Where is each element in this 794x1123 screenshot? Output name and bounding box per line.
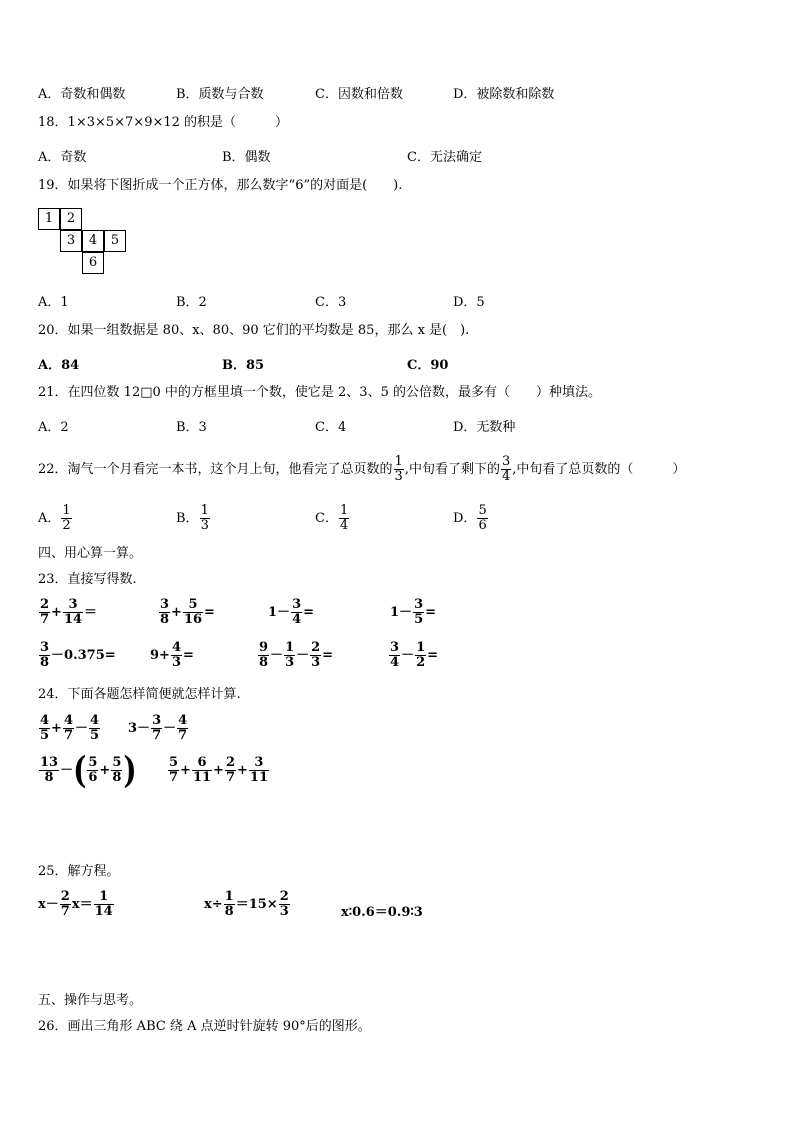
q21-option-c: C．4 [315, 420, 347, 435]
q22-option-c: C． $\frac{1}{4}$ [315, 503, 349, 533]
q20-option-b: B．85 [222, 358, 265, 373]
q17-option-a: A．奇数和偶数 [38, 87, 126, 102]
q18-text: 18．1×3×5×7×9×12 的积是（ ） [38, 115, 289, 130]
q20-option-c: C．90 [407, 358, 449, 373]
q22-option-d: D． $\frac{5}{6}$ [453, 503, 487, 533]
q17-option-d: D．被除数和除数 [453, 87, 555, 102]
q22-text: 22．淘气一个月看完一本书，这个月上旬，他看完了总页数的 $\frac{1}{3}$ ,中旬看了剩下的 $\frac{3}{4}$ ,中旬看了总页数的（ ） [38, 454, 686, 484]
q19-option-b: B．2 [176, 295, 207, 310]
q19-option-a: A．1 [38, 295, 69, 310]
q22-fraction-2: $\frac{3}{4}$ [501, 454, 511, 484]
net-cell-4: 4 [82, 230, 104, 252]
q23-title: 23．直接写得数. [38, 572, 137, 587]
q17-option-c: C．因数和倍数 [315, 87, 403, 102]
q23-expr-6: 9+ $\frac{4}{3}$ = [150, 640, 194, 670]
q24-expr-1: $\frac{4}{5}$ + $\frac{4}{7}$ － $\frac{4}{5}$ [40, 713, 100, 743]
q22-option-a: A． $\frac{1}{2}$ [38, 503, 71, 533]
net-cell-3: 3 [60, 230, 82, 252]
q18-option-b: B．偶数 [222, 150, 271, 165]
q21-text: 21．在四位数 12□0 中的方框里填一个数，使它是 2、3、5 的公倍数，最多有（ ）种填法。 [38, 385, 601, 400]
q19-text: 19．如果将下图折成一个正方体，那么数字“6”的对面是( ). [38, 178, 403, 193]
q24-expr-2: 3－ $\frac{3}{7}$ － $\frac{4}{7}$ [128, 713, 188, 743]
q22-fraction-1: $\frac{1}{3}$ [394, 454, 403, 484]
q19-option-d: D．5 [453, 295, 485, 310]
q24-expr-3: $\frac{13}{8}$ －( $\frac{5}{6}$ + $\frac{5}{8}$ ) [40, 748, 137, 792]
q17-option-b: B．质数与合数 [176, 87, 264, 102]
q18-option-c: C．无法确定 [407, 150, 482, 165]
net-cell-1: 1 [38, 208, 60, 230]
q23-expr-7: $\frac{9}{8}$ － $\frac{1}{3}$ － $\frac{2}{3}$ = [259, 640, 334, 670]
q24-expr-4: $\frac{5}{7}$ + $\frac{6}{11}$ + $\frac{2}{7}$ + $\frac{3}{11}$ [169, 755, 268, 785]
q26-text: 26．画出三角形 ABC 绕 A 点逆时针旋转 90°后的图形。 [38, 1019, 371, 1034]
q25-equation-1: x－ $\frac{2}{7}$ x＝ $\frac{1}{14}$ [38, 889, 113, 919]
net-cell-5: 5 [104, 230, 126, 252]
q20-option-a: A．84 [38, 358, 80, 373]
q24-title: 24．下面各题怎样简便就怎样计算. [38, 687, 241, 702]
q25-title: 25．解方程。 [38, 864, 120, 879]
q21-option-a: A．2 [38, 420, 69, 435]
q23-expr-2: $\frac{3}{8}$ + $\frac{5}{16}$ = [160, 597, 215, 627]
net-cell-6: 6 [82, 252, 104, 274]
q19-option-c: C．3 [315, 295, 347, 310]
q21-option-b: B．3 [176, 420, 207, 435]
q23-expr-3: 1－ $\frac{3}{4}$ = [268, 597, 315, 627]
q23-expr-8: $\frac{3}{4}$ － $\frac{1}{2}$ = [390, 640, 439, 670]
q20-text: 20．如果一组数据是 80、x、80、90 它们的平均数是 85，那么 x 是( ). [38, 323, 470, 338]
q22-option-b: B． $\frac{1}{3}$ [176, 503, 209, 533]
q25-equation-3: x∶0.6＝0.9∶3 [341, 905, 423, 920]
q23-expr-4: 1－ $\frac{3}{5}$ = [390, 597, 437, 627]
q18-option-a: A．奇数 [38, 150, 87, 165]
section-4-heading: 四、用心算一算。 [38, 546, 143, 561]
net-cell-2: 2 [60, 208, 82, 230]
q23-expr-1: $\frac{2}{7}$ + $\frac{3}{14}$ ＝ [40, 597, 98, 627]
section-5-heading: 五、操作与思考。 [38, 993, 143, 1008]
q21-option-d: D．无数种 [453, 420, 516, 435]
q25-equation-2: x÷ $\frac{1}{8}$ ＝15× $\frac{2}{3}$ [204, 889, 289, 919]
q23-expr-5: $\frac{3}{8}$ －0.375= [40, 640, 116, 670]
